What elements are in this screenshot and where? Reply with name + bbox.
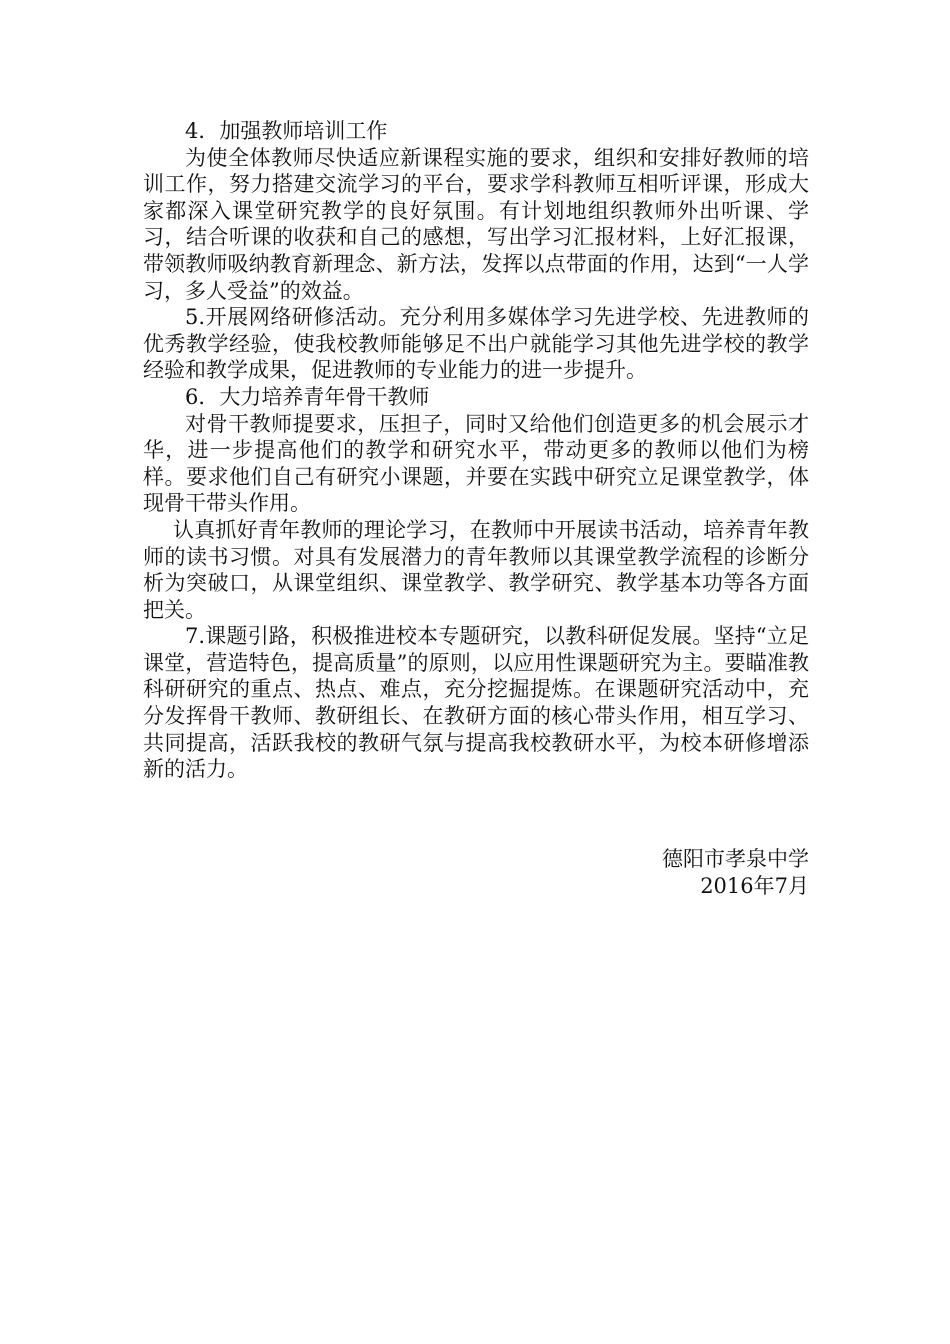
- signature-organization: 德阳市孝泉中学: [662, 847, 809, 871]
- paragraph-teacher-training: 为使全体教师尽快适应新课程实施的要求，组织和安排好教师的培训工作，努力搭建交流学习的平台，要求学科教师互相听评课，形成大家都深入课堂研究教学的良好氛围。有计划地组织教师外出听课、学习，结合听课的收获和自己的感想，写出学习汇报材料，上好汇报课，带领教师吸纳教育新理念、新方法，发挥以点带面的作用，达到“一人学习，多人受益”的效益。: [143, 145, 809, 303]
- paragraph-young-teacher-study: 认真抓好青年教师的理论学习，在教师中开展读书活动，培养青年教师的读书习惯。对具有发展潜力的青年教师以其课堂教学流程的诊断分析为突破口，从课堂组织、课堂教学、教学研究、教学基本功等各方面把关。: [143, 517, 809, 622]
- signature-date: 2016年7月: [700, 874, 809, 898]
- section-heading-teacher-training: 4．加强教师培训工作: [185, 119, 388, 143]
- paragraph-research-projects: 7.课题引路，积极推进校本专题研究，以教科研促发展。坚持“立足课堂，营造特色，提高质量”的原则，以应用性课题研究为主。要瞄准教科研研究的重点、热点、难点，充分挖掘提炼。在课题研究活动中，充分发挥骨干教师、教研组长、在教研方面的核心带头作用，相互学习、共同提高，活跃我校的教研气氛与提高我校教研水平，为校本研修增添新的活力。: [143, 624, 809, 782]
- paragraph-online-training: 5.开展网络研修活动。充分利用多媒体学习先进学校、先进教师的优秀教学经验，使我校教师能够足不出户就能学习其他先进学校的教学经验和教学成果，促进教师的专业能力的进一步提升。: [143, 305, 809, 383]
- document-body: [143, 118, 809, 783]
- section-heading-young-teachers: 6．大力培养青年骨干教师: [185, 384, 430, 409]
- paragraph-backbone-teachers: 对骨干教师提要求，压担子，同时又给他们创造更多的机会展示才华，进一步提高他们的教学和研究水平，带动更多的教师以他们为榜样。要求他们自己有研究小课题，并要在实践中研究立足课堂教学，体现骨干带头作用。: [143, 411, 809, 516]
- signature-block: [662, 846, 809, 900]
